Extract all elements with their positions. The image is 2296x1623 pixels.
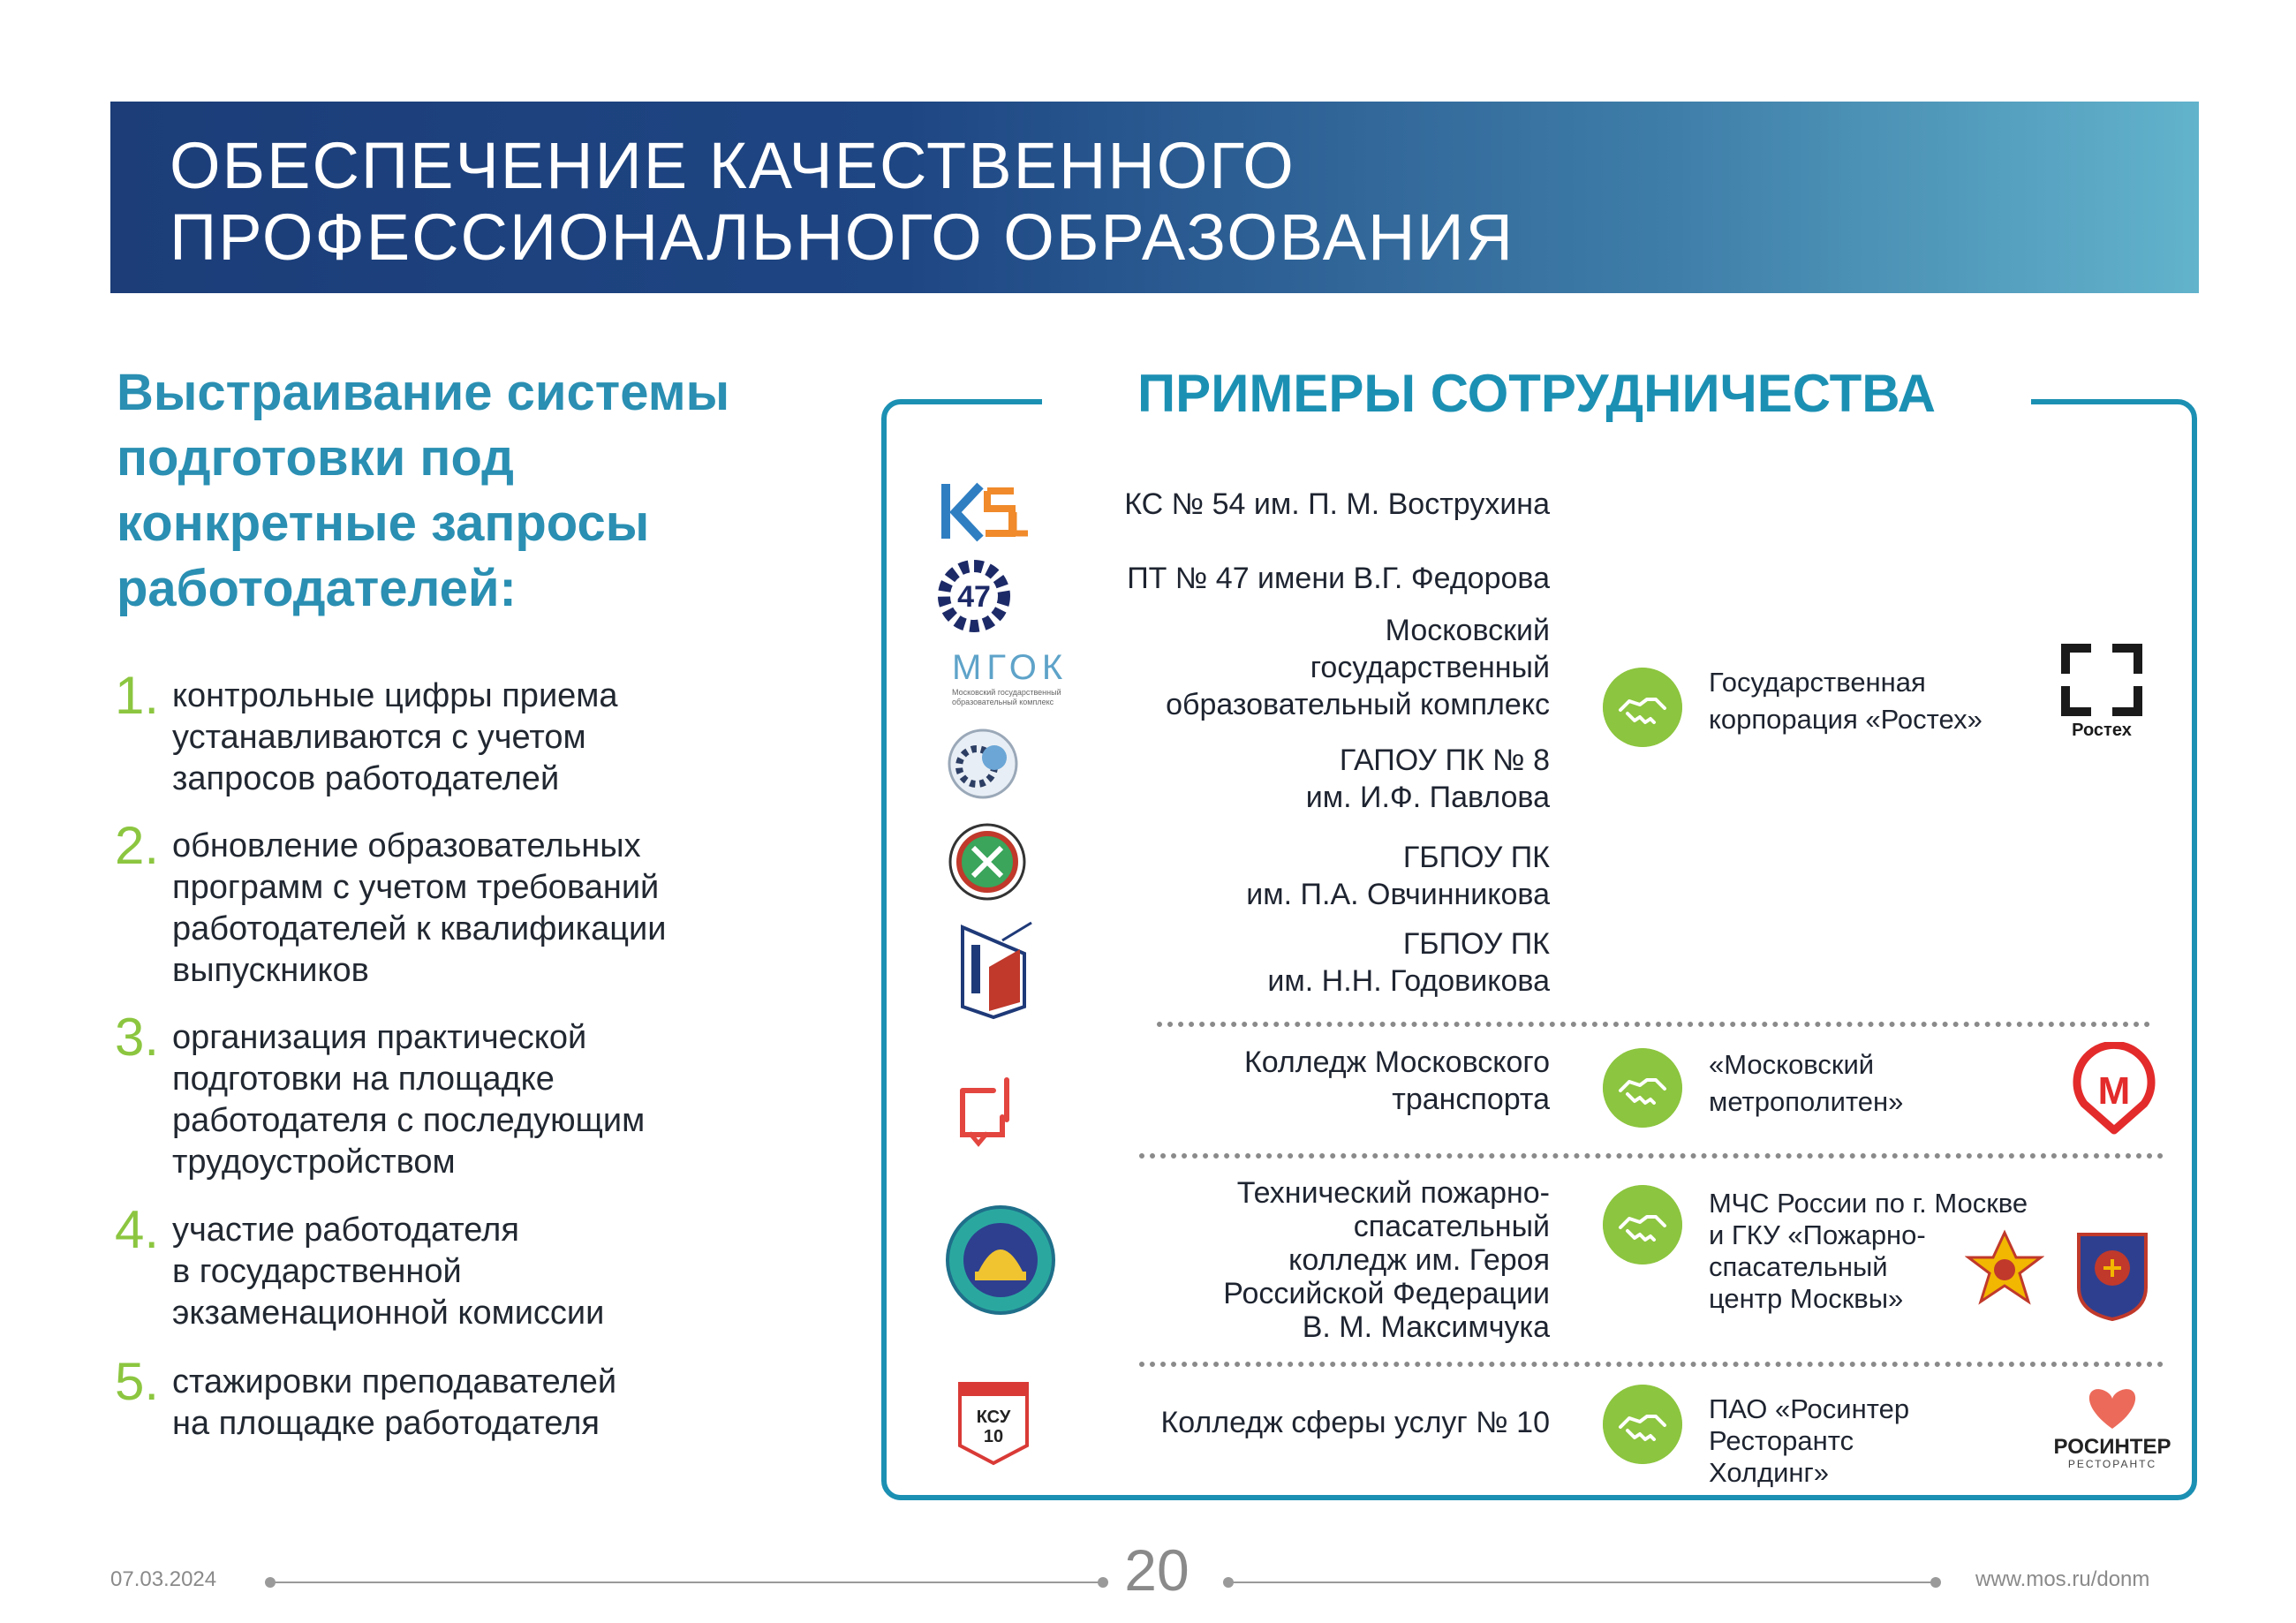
partner-name-line: МЧС России по г. Москве — [1709, 1188, 2028, 1219]
ovchinnikov-logo — [947, 821, 1028, 902]
college-name-line: спасательный — [1353, 1210, 1550, 1243]
ksu-logo-number: 10 — [983, 1427, 1004, 1446]
partner-name — [1709, 1393, 1909, 1489]
item-text-line: контрольные цифры приема — [172, 677, 618, 714]
handshake-icon — [1603, 668, 1682, 747]
section-heading — [117, 360, 876, 622]
college-name — [1223, 1176, 1550, 1344]
footer-line — [270, 1581, 1102, 1583]
page-number: 20 — [1124, 1537, 1190, 1603]
footer-url: www.mos.ru/donm — [1975, 1567, 2150, 1591]
mchs-emblem-icon — [1965, 1227, 2044, 1316]
college-name-line: им. Н.Н. Годовикова — [1267, 964, 1550, 998]
partner-name-line: спасательный — [1709, 1251, 1888, 1282]
item-text-line: работодателя с последующим — [172, 1102, 646, 1139]
item-text-line: выпускников — [172, 952, 369, 989]
footer-date: 07.03.2024 — [110, 1567, 217, 1591]
metro-logo — [2066, 1042, 2162, 1137]
college-name-line: ГБПОУ ПК — [1402, 841, 1550, 874]
partner-name-line: Государственная — [1709, 667, 1926, 698]
college-name-line: Колледж Московского — [1243, 1046, 1550, 1079]
metro-logo-text: М — [2097, 1069, 2131, 1113]
college-name — [1124, 486, 1550, 523]
godovikov-logo — [954, 918, 1033, 1020]
item-text-line: подготовки на площадке — [172, 1061, 555, 1098]
college-name — [1166, 612, 1550, 723]
college-name-line: В. М. Максимчука — [1302, 1310, 1550, 1344]
footer-line — [1228, 1581, 1935, 1583]
college-name-line: КС № 54 им. П. М. Вострухина — [1124, 487, 1550, 521]
partner-name-line: ПАО «Росинтер — [1709, 1393, 1910, 1424]
rosinter-logo-text: РОСИНТЕР — [2053, 1435, 2171, 1459]
item-number: 1. — [115, 666, 160, 725]
college-name-line: им. П.А. Овчинникова — [1246, 878, 1550, 911]
rosinter-logo-subtext: РЕСТОРАНТС — [2067, 1458, 2157, 1470]
divider — [1157, 1022, 2150, 1027]
item-text-line: программ с учетом требований — [172, 869, 660, 906]
handshake-icon — [1603, 1385, 1682, 1464]
page-title-line-2: ПРОФЕССИОНАЛЬНОГО ОБРАЗОВАНИЯ — [170, 200, 1515, 274]
handshake-icon — [1603, 1185, 1682, 1264]
college-name-line: Технический пожарно- — [1236, 1176, 1550, 1210]
college-name-line: ПТ № 47 имени В.Г. Федорова — [1127, 562, 1550, 595]
college-name-line: колледж им. Героя — [1288, 1243, 1550, 1277]
mgok-logo-sub2: образовательный комплекс — [952, 698, 1054, 706]
item-text-line: участие работодателя — [172, 1212, 519, 1249]
item-text-line: трудоустройством — [172, 1144, 456, 1181]
item-text-line: в государственной — [172, 1253, 462, 1290]
mgok-logo-text: МГОК — [952, 649, 1069, 687]
heading-line: подготовки под — [117, 429, 514, 487]
item-text-line: обновление образовательных — [172, 827, 641, 864]
college-name — [1246, 839, 1550, 913]
ksu10-logo — [958, 1382, 1029, 1466]
college-name-line: Колледж сферы услуг № 10 — [1160, 1406, 1550, 1439]
fire-center-emblem-icon — [2073, 1229, 2151, 1321]
rostec-logo-text: Ростех — [2072, 721, 2132, 739]
mgok-logo — [952, 649, 1084, 711]
college-name — [1244, 1044, 1550, 1118]
heading-line: Выстраивание системы — [117, 364, 730, 421]
item-number: 2. — [115, 816, 160, 875]
pk8-logo — [943, 724, 1023, 804]
college-name-line: ГАПОУ ПК № 8 — [1339, 744, 1550, 777]
college-name-line: Московский — [1385, 614, 1550, 647]
rostec-logo — [2058, 640, 2146, 739]
rosinter-logo — [2053, 1379, 2172, 1472]
divider — [1139, 1362, 2164, 1367]
item-text-line: на площадке работодателя — [172, 1405, 600, 1442]
college-name-line: Российской Федерации — [1223, 1277, 1550, 1310]
heading-line: конкретные запросы — [117, 494, 650, 552]
college-name-line: государственный — [1310, 651, 1550, 684]
divider — [1139, 1153, 2164, 1159]
college-name-line: образовательный комплекс — [1166, 688, 1550, 721]
college-name-line: транспорта — [1392, 1083, 1550, 1116]
item-text-line: экзаменационной комиссии — [172, 1295, 605, 1332]
college-name — [1160, 1404, 1550, 1441]
ks54-logo — [936, 477, 1035, 547]
pt47-logo-text: 47 — [957, 580, 991, 614]
item-text-line: устанавливаются с учетом — [172, 719, 586, 756]
partner-name — [1709, 1046, 1903, 1121]
item-text-line: стажировки преподавателей — [172, 1363, 617, 1400]
item-text-line: организация практической — [172, 1019, 587, 1056]
cooperation-title: ПРИМЕРЫ СОТРУДНИЧЕСТВА — [1137, 364, 1936, 423]
header-banner — [110, 102, 2199, 293]
item-text-line: работодателей к квалификации — [172, 910, 667, 947]
footer-line-dot — [1930, 1577, 1941, 1588]
item-text-line: запросов работодателей — [172, 760, 560, 797]
college-name-line: ГБПОУ ПК — [1402, 927, 1550, 961]
partner-name-line: «Московский — [1709, 1049, 1875, 1080]
handshake-icon — [1603, 1048, 1682, 1128]
page-title-line-1: ОБЕСПЕЧЕНИЕ КАЧЕСТВЕННОГО — [170, 129, 1295, 202]
item-number: 5. — [115, 1352, 160, 1411]
item-number: 4. — [115, 1200, 160, 1259]
college-name-line: им. И.Ф. Павлова — [1305, 781, 1550, 814]
partner-name-line: и ГКУ «Пожарно- — [1709, 1219, 1926, 1250]
item-number: 3. — [115, 1008, 160, 1067]
college-name — [1267, 925, 1550, 1000]
partner-name — [1709, 664, 1983, 738]
college-name — [1306, 742, 1550, 816]
partner-name-line: корпорация «Ростех» — [1709, 704, 1983, 735]
partner-name-line: центр Москвы» — [1709, 1283, 1904, 1314]
heading-line: работодателей: — [117, 560, 517, 617]
pt47-logo — [934, 556, 1014, 636]
partner-name-line: Холдинг» — [1709, 1457, 1830, 1488]
ksu-logo-text: КСУ — [976, 1408, 1011, 1427]
transport-college-logo — [954, 1073, 1029, 1152]
college-name — [1127, 560, 1550, 597]
partner-name-line: метрополитен» — [1709, 1086, 1904, 1117]
fire-college-logo — [943, 1203, 1058, 1317]
partner-name-line: Ресторантс — [1709, 1425, 1854, 1456]
mgok-logo-sub1: Московский государственный — [952, 688, 1061, 697]
